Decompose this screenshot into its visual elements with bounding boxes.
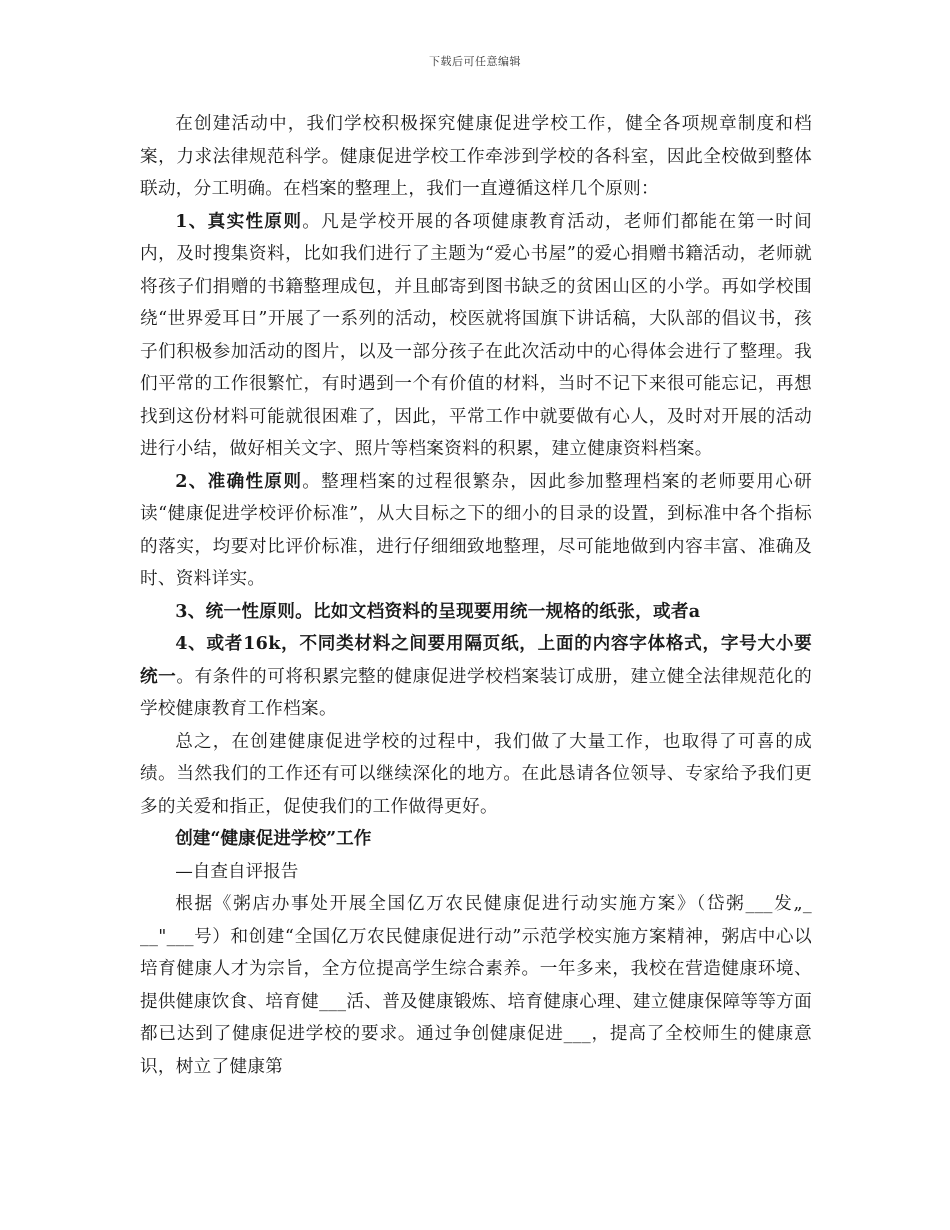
principle-1-text: 。凡是学校开展的各项健康教育活动，老师们都能在第一时间内，及时搜集资料，比如我们进行了主题为“爱心书屋”的爱心捐赠书籍活动，老师就将孩子们捐赠的书籍整理成包，并且邮寄到图书缺乏的贫困山区的小学。再如学校围绕“世界爱耳日”开展了一系列的活动，校医就将国旗下讲话稿，大队部的倡议书，孩子们积极参加活动的图片，以及一部分孩子在此次活动中的心得体会进行了整理。我们平常的工作很繁忙，有时遇到一个有价值的材料，当时不记下来很可能忘记，再想找到这份材料可能就很困难了，因此，平常工作中就要做有心人，及时对开展的活动进行小结，做好相关文字、照片等档案资料的积累，建立健康资料档案。 xyxy=(140,211,813,459)
document-body xyxy=(140,108,812,1083)
principle-3-paragraph: 3、统一性原则。比如文档资料的呈现要用统一规格的纸张，或者a xyxy=(175,600,701,622)
principle-4-heading: 4、或者16k，不同类材料之间要用隔页纸，上面的内容字体格式，字号大小要统一 xyxy=(140,633,812,687)
principle-4-text: 。有条件的可将积累完整的健康促进学校档案装订成册，建立健全法律规范化的学校健康教育工作档案。 xyxy=(140,666,812,719)
principle-1-paragraph xyxy=(140,206,812,466)
intro-paragraph: 在创建活动中，我们学校积极探究健康促进学校工作，健全各项规章制度和档案，力求法律规范科学。健康促进学校工作牵涉到学校的各科室，因此全校做到整体联动，分工明确。在档案的整理上，我们一直遵循这样几个原则： xyxy=(140,114,812,199)
principle-4-paragraph xyxy=(140,628,812,726)
principle-2-text: 。整理档案的过程很繁杂，因此参加整理档案的老师要用心研读“健康促进学校评价标准”，从大目标之下的细小的目录的设置，到标准中各个指标的落实，均要对比评价标准，进行仔细细致地整理，尽可能地做到内容丰富、准确及时、资料详实。 xyxy=(140,471,813,589)
report-subtitle: —自查自评报告 xyxy=(175,861,299,882)
page-header: 下载后可任意编辑 xyxy=(429,55,521,68)
report-paragraph: 根据《粥店办事处开展全国亿万农民健康促进行动实施方案》（岱粥___发„_ __"___号）和创建“全国亿万农民健康促进行动”示范学校实施方案精神，粥店中心以培育健康人才为宗旨，全方位提高学生综合素养。一年多来，我校在营造健康环境、提供健康饮食、培育健___活、普及健康锻炼、培育健康心理、建立健康保障等等方面都已达到了健康促进学校的要求。通过争创健康促进___，提高了全校师生的健康意识，树立了健康第 xyxy=(140,894,812,1077)
principle-2-paragraph xyxy=(140,466,812,596)
principle-1-heading: 1、真实性原则 xyxy=(175,210,303,232)
summary-paragraph: 总之，在创建健康促进学校的过程中，我们做了大量工作，也取得了可喜的成绩。当然我们的工作还有可以继续深化的地方。在此恳请各位领导、专家给予我们更多的关爱和指正，促使我们的工作做得更好。 xyxy=(140,731,812,817)
report-title: 创建“健康促进学校”工作 xyxy=(175,828,372,849)
principle-2-heading: 2、准确性原则 xyxy=(175,470,303,492)
